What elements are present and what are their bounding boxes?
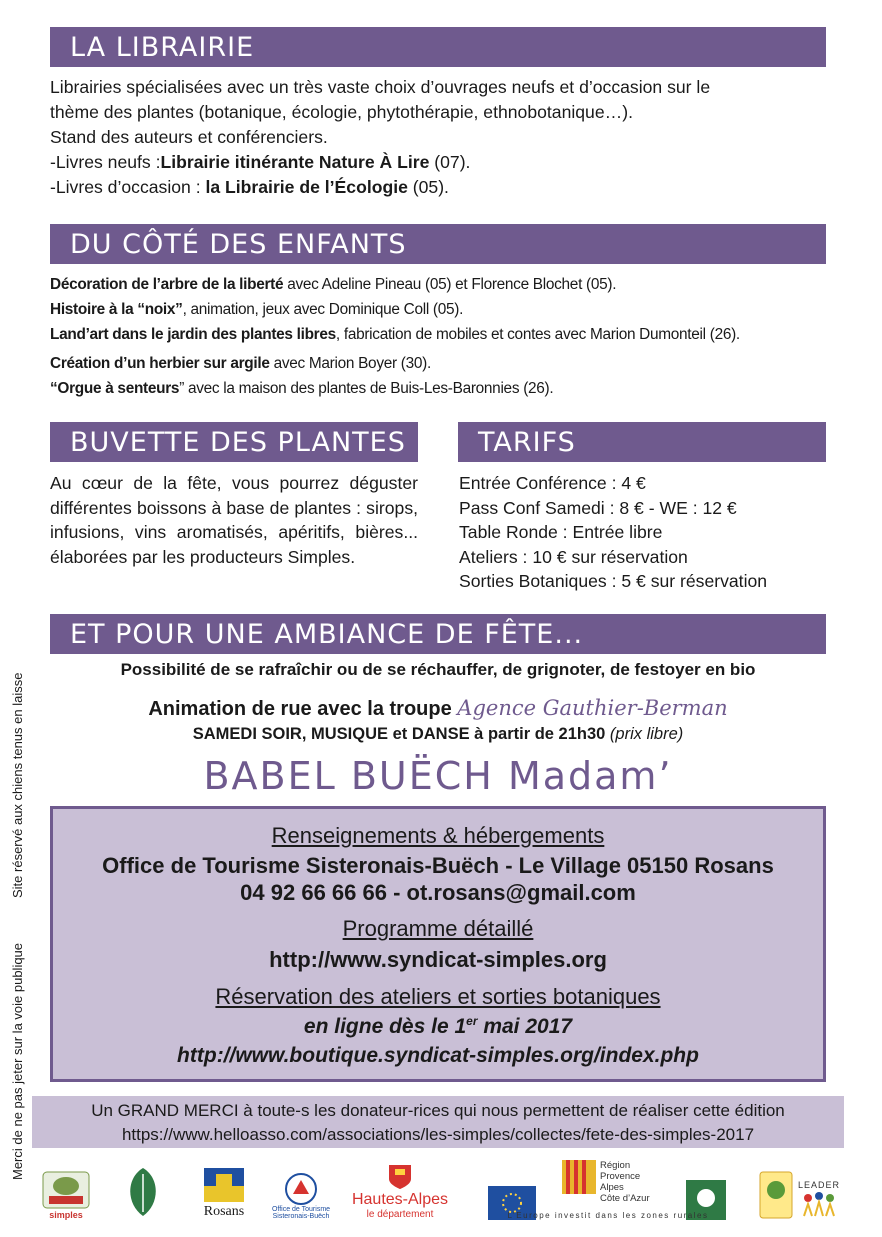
info-office: Office de Tourisme Sisteronais-Buëch - Le Village 05150 Rosans [102,853,774,878]
fete-troupe-name: Agence Gauthier-Berman [457,696,728,720]
parc-leaf-icon [120,1164,166,1220]
info-online-sup: er [466,1014,478,1028]
tarif-line: Pass Conf Samedi : 8 € - WE : 12 € [459,497,737,518]
enfants-item [50,272,840,297]
info-url-programme[interactable]: http://www.syndicat-simples.org [269,947,607,972]
enfants-item-rest: avec Adeline Pineau (05) et Florence Blochet (05). [283,276,617,293]
enfants-title: DU CÔTÉ DES ENFANTS [70,228,407,260]
info-heading-programme: Programme détaillé [342,916,534,941]
section-header-buvette [50,422,418,462]
enfants-item-bold: Land’art dans le jardin des plantes libres [50,326,336,343]
enfants-item-bold: Création d’un herbier sur argile [50,355,270,372]
tarif-line: Table Ronde : Entrée libre [459,522,663,543]
europe-investit-caption [486,1208,730,1220]
enfants-item-rest: , fabrication de mobiles et contes avec Marion Dumonteil (26). [335,326,740,343]
logo-hautes-alpes-sub: le département [366,1209,434,1220]
side-note-bottom: Merci de ne pas jeter sur la voie publique [10,942,25,1180]
librairie-line-5 [50,175,840,200]
logo-leader-col [798,1180,840,1220]
logo-hautes-alpes [342,1160,458,1220]
enfants-item-rest: ” avec la maison des plantes de Buis-Les-Baronnies (26). [179,380,554,397]
librairie-line-4-bold: Librairie itinérante Nature À Lire [160,152,430,172]
info-online-prefix: en ligne dès le 1 [303,1015,467,1038]
enfants-item-bold: Histoire à la “noix” [50,301,183,318]
tarifs-list [459,471,829,594]
section-header-enfants [50,224,826,264]
info-online-date [53,1014,823,1039]
tarif-line: Sorties Botaniques : 5 € sur réservation [459,571,768,592]
fete-line-3-bold: SAMEDI SOIR, MUSIQUE et DANSE à partir de 21h30 [192,725,610,743]
enfants-item [50,351,840,376]
librairie-line-4-prefix: -Livres neufs : [50,152,161,172]
fete-title: ET POUR UNE AMBIANCE DE FÊTE... [70,618,584,650]
rosans-crest-icon [202,1166,246,1204]
logo-simples-text: simples [49,1210,83,1220]
section-header-librairie [50,27,826,67]
logo-region-line-2: Provence [600,1171,641,1182]
thanks-line-1: Un GRAND MERCI à toute-s les donateur-rices qui nous permettent de réaliser cette édition [91,1101,785,1120]
band-name: BABEL BUËCH Madam’ [203,754,673,798]
leader-people-icon [800,1190,838,1220]
enfants-item-bold: “Orgue à senteurs [50,380,180,397]
fete-line-3-italic: (prix libre) [609,725,684,743]
hautes-alpes-crest-icon [387,1163,413,1191]
librairie-line-5-bold: la Librairie de l’Écologie [205,177,408,197]
librairie-line-4 [50,150,840,175]
librairie-line-3: Stand des auteurs et conférenciers. [50,127,328,147]
enfants-list [50,272,840,401]
librairie-line-5-prefix: -Livres d’occasion : [50,177,206,197]
section-header-fete [50,614,826,654]
leader-buech-icon [758,1170,794,1220]
tarifs-title: TARIFS [478,426,576,458]
buvette-text: Au cœur de la fête, vous pourrez déguster différentes boissons à base de plantes : sirops, infusions, vins aromatisés, apéritifs, bières... élaborées par les producteurs Simples. [50,473,418,567]
buvette-title: BUVETTE DES PLANTES [70,426,406,458]
tarif-line: Entrée Conférence : 4 € [459,473,646,493]
enfants-item [50,297,840,322]
region-paca-icon [562,1160,596,1194]
thanks-box [32,1096,844,1148]
logo-parc-baronnies [118,1160,168,1220]
office-tourisme-icon [284,1172,318,1206]
librairie-line-5-suffix: (05). [407,177,449,197]
logo-office-text: Office de Tourisme Sisteronais-Buëch [271,1206,331,1220]
info-online-suffix: mai 2017 [477,1015,573,1038]
logo-rosans [198,1160,250,1220]
fete-line-3 [50,725,826,744]
enfants-item [50,322,840,347]
librairie-line-4-suffix: (07). [429,152,471,172]
logo-leader-buech [758,1160,842,1220]
enfants-item-rest: , animation, jeux avec Dominique Coll (05). [182,301,464,318]
fete-line-2-prefix: Animation de rue avec la troupe [148,698,458,720]
logo-leader-text: LEADER [798,1180,841,1190]
info-heading-renseignements: Renseignements & hébergements [271,823,605,848]
info-url-boutique[interactable]: http://www.boutique.syndicat-simples.org/index.php [177,1044,699,1067]
thanks-url[interactable]: https://www.helloasso.com/associations/les-simples/collectes/fete-des-simples-2017 [121,1125,755,1144]
enfants-item-rest: avec Marion Boyer (30). [269,355,431,372]
simples-logo-icon [41,1170,91,1210]
logo-region-line-4: Côte d’Azur [600,1193,650,1204]
info-contact: 04 92 66 66 66 - ot.rosans@gmail.com [240,880,636,905]
logo-region-line-1: Région [600,1160,631,1171]
logo-simples [38,1160,94,1220]
librairie-line-1: Librairies spécialisées avec un très vaste choix d’ouvrages neufs et d’occasion sur le [50,77,711,97]
logo-rosans-text: Rosans [203,1204,245,1219]
logo-region-text [600,1160,650,1204]
logo-office-tourisme [270,1160,332,1220]
logo-hautes-alpes-text: Hautes-Alpes [351,1191,449,1208]
fete-line-2 [50,696,826,721]
info-box [50,806,826,1082]
section-header-tarifs [458,422,826,462]
europe-investit-text: L’Europe investit dans les zones rurales [507,1211,709,1220]
logo-region-line-3: Alpes [600,1182,624,1193]
librairie-text [50,75,840,200]
tarif-line: Ateliers : 10 € sur réservation [459,546,688,567]
enfants-item-bold: Décoration de l’arbre de la liberté [50,276,284,293]
librairie-line-2: thème des plantes (botanique, écologie, phytothérapie, ethnobotanique…). [50,102,633,122]
enfants-item [50,376,840,401]
side-note-top: Site réservé aux chiens tenus en laisse [10,672,25,898]
info-heading-reservation: Réservation des ateliers et sorties botaniques [215,984,661,1009]
librairie-title: LA LIBRAIRIE [70,31,255,63]
fete-line-1: Possibilité de se rafraîchir ou de se réchauffer, de grignoter, de festoyer en bio [120,660,756,679]
